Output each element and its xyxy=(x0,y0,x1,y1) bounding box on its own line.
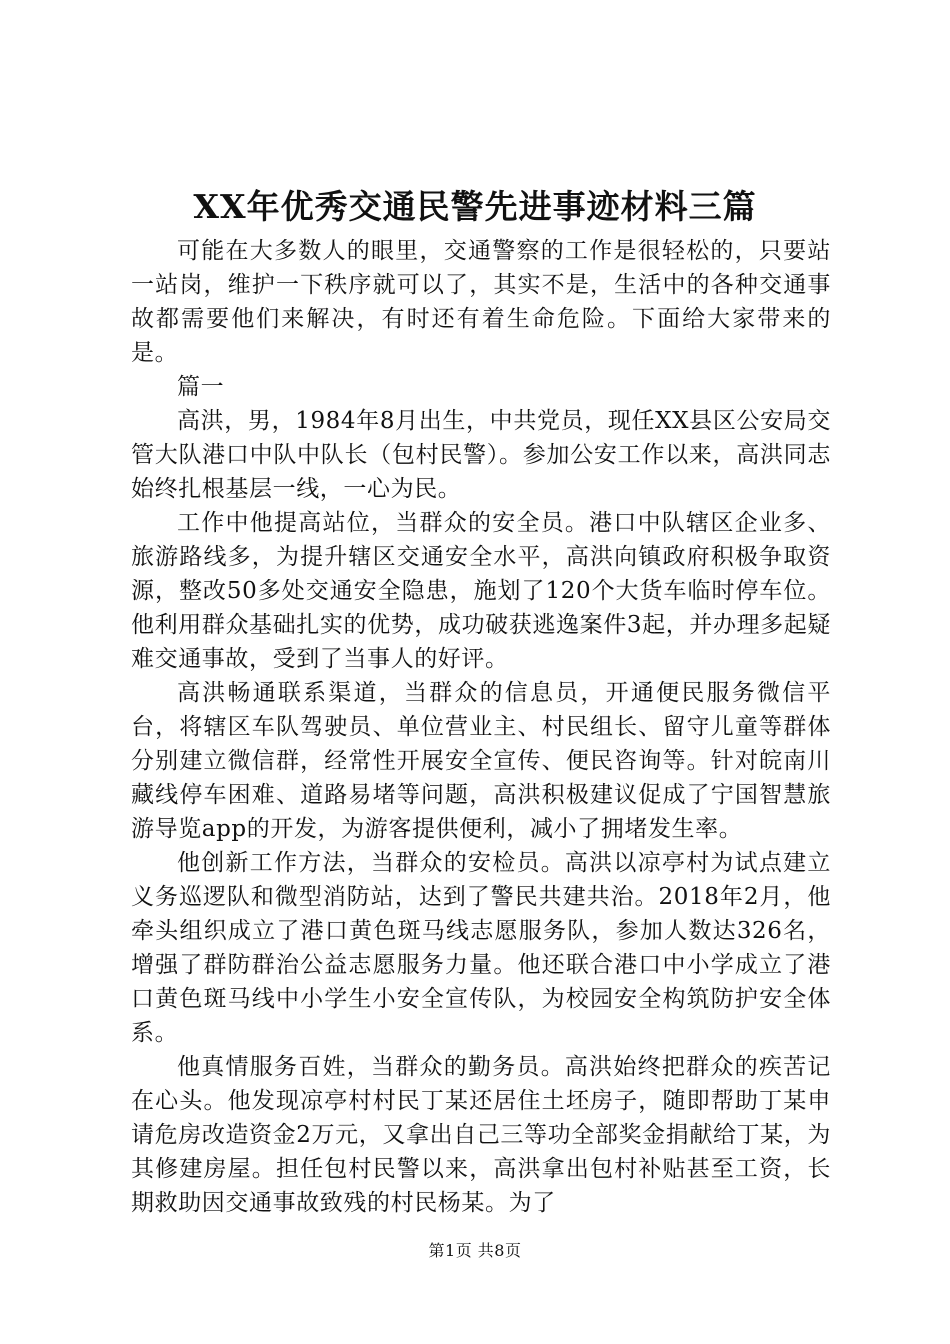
paragraph-intro: 可能在大多数人的眼里，交通警察的工作是很轻松的，只要站一站岗，维护一下秩序就可以了，其实不是，生活中的各种交通事故都需要他们来解决，有时还有着生命危险。下面给大家带来的是。 xyxy=(131,238,831,366)
paragraph: 高洪畅通联系渠道，当群众的信息员，开通便民服务微信平台，将辖区车队驾驶员、单位营业主、村民组长、留守儿童等群体分别建立微信群，经常性开展安全宣传、便民咨询等。针对皖南川藏线停车困难、道路易堵等问题，高洪积极建议促成了宁国智慧旅游导览app的开发，为游客提供便利，减小了拥堵发生率。 xyxy=(131,680,831,842)
paragraph: 他创新工作方法，当群众的安检员。高洪以凉亭村为试点建立义务巡逻队和微型消防站，达到了警民共建共治。2018年2月，他牵头组织成立了港口黄色斑马线志愿服务队，参加人数达326名，增强了群防群治公益志愿服务力量。他还联合港口中小学成立了港口黄色斑马线中小学生小安全宣传队，为校园安全构筑防护安全体系。 xyxy=(131,850,831,1046)
paragraph: 工作中他提高站位，当群众的安全员。港口中队辖区企业多、旅游路线多，为提升辖区交通安全水平，高洪向镇政府积极争取资源，整改50多处交通安全隐患，施划了120个大货车临时停车位。他利用群众基础扎实的优势，成功破获逃逸案件3起，并办理多起疑难交通事故，受到了当事人的好评。 xyxy=(131,510,831,672)
document-title: XX年优秀交通民警先进事迹材料三篇 xyxy=(193,187,757,226)
document-body xyxy=(131,234,831,1220)
paragraph: 他真情服务百姓，当群众的勤务员。高洪始终把群众的疾苦记在心头。他发现凉亭村村民丁某还居住土坯房子，随即帮助丁某申请危房改造资金2万元，又拿出自己三等功全部奖金捐献给丁某，为其修建房屋。担任包村民警以来，高洪拿出包村补贴甚至工资，长期救助因交通事故致残的村民杨某。为了 xyxy=(131,1054,831,1216)
section-heading: 篇一 xyxy=(177,374,225,400)
paragraph: 高洪，男，1984年8月出生，中共党员，现任XX县区公安局交管大队港口中队中队长（包村民警）。参加公安工作以来，高洪同志始终扎根基层一线，一心为民。 xyxy=(131,408,831,502)
page-number-footer: 第1页 共8页 xyxy=(428,1241,522,1260)
